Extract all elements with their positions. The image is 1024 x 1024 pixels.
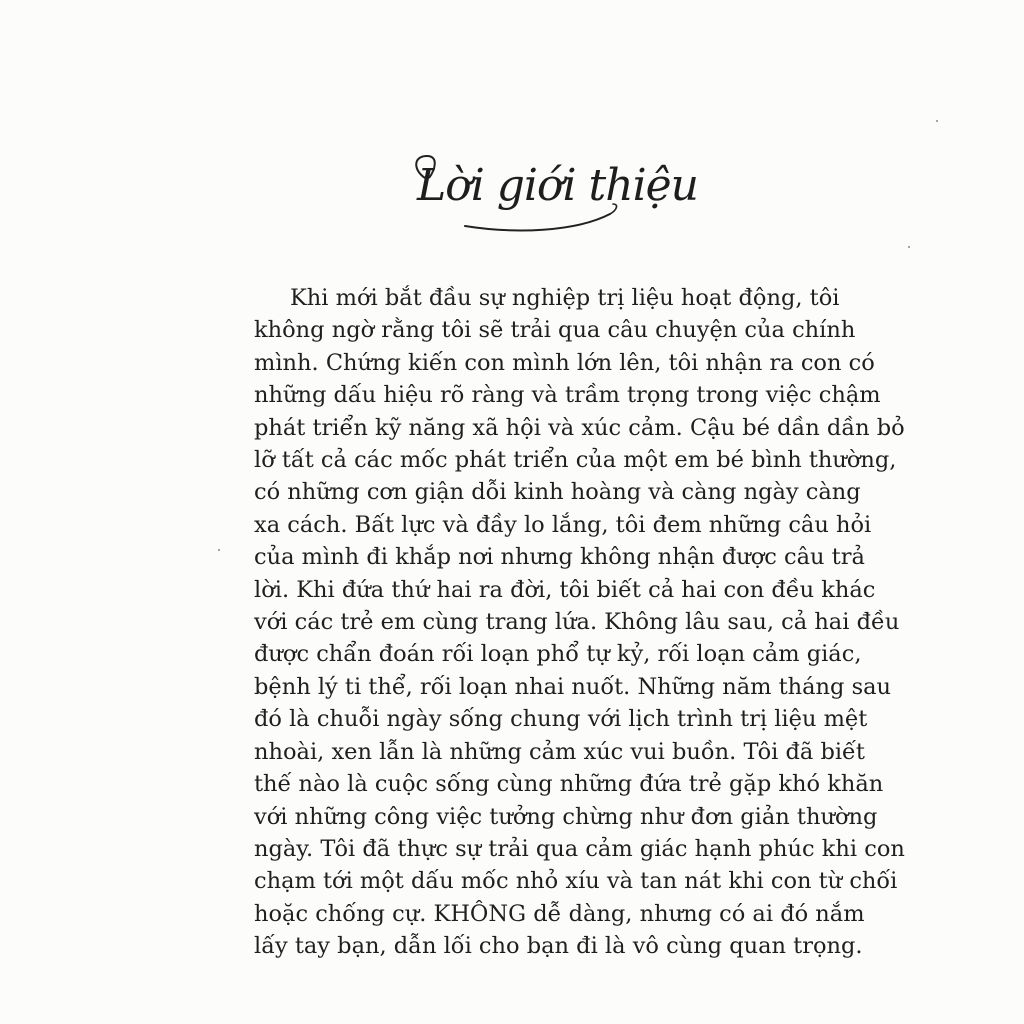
- chapter-title: Lời giới thiệu: [417, 160, 699, 211]
- text-line: xa cách. Bất lực và đầy lo lắng, tôi đem những câu hỏi: [254, 511, 872, 538]
- text-line: thế nào là cuộc sống cùng những đứa trẻ gặp khó khăn: [254, 771, 884, 798]
- body-paragraph: [254, 282, 905, 963]
- text-line: không ngờ rằng tôi sẽ trải qua câu chuyện của chính: [254, 317, 856, 344]
- text-line: lỡ tất cả các mốc phát triển của một em bé bình thường,: [254, 447, 897, 474]
- scan-speck: [936, 120, 938, 122]
- text-line: với những công việc tưởng chừng như đơn giản thường: [254, 803, 878, 830]
- text-line: bệnh lý ti thể, rối loạn nhai nuốt. Những năm tháng sau: [254, 673, 892, 700]
- text-line: ngày. Tôi đã thực sự trải qua cảm giác hạnh phúc khi con: [254, 835, 905, 862]
- text-line: có những cơn giận dỗi kinh hoàng và càng ngày càng: [254, 479, 861, 506]
- scan-speck: [218, 549, 220, 551]
- text-line: những dấu hiệu rõ ràng và trầm trọng trong việc chậm: [254, 382, 881, 409]
- text-line: chạm tới một dấu mốc nhỏ xíu và tan nát khi con từ chối: [254, 868, 898, 895]
- text-line: mình. Chứng kiến con mình lớn lên, tôi nhận ra con có: [254, 349, 875, 376]
- text-line: lấy tay bạn, dẫn lối cho bạn đi là vô cùng quan trọng.: [254, 933, 863, 960]
- text-line: với các trẻ em cùng trang lứa. Không lâu sau, cả hai đều: [254, 609, 900, 636]
- text-line: phát triển kỹ năng xã hội và xúc cảm. Cậu bé dần dần bỏ: [254, 414, 905, 441]
- text-line: hoặc chống cự. KHÔNG dễ dàng, nhưng có ai đó nắm: [254, 900, 865, 927]
- text-line: nhoài, xen lẫn là những cảm xúc vui buồn. Tôi đã biết: [254, 738, 865, 765]
- scan-speck: [908, 246, 910, 248]
- chapter-title-block: [405, 148, 699, 238]
- text-line: của mình đi khắp nơi nhưng không nhận được câu trả: [254, 544, 865, 571]
- text-line: được chẩn đoán rối loạn phổ tự kỷ, rối loạn cảm giác,: [254, 641, 862, 668]
- text-line: Khi mới bắt đầu sự nghiệp trị liệu hoạt động, tôi: [290, 285, 840, 311]
- text-line: lời. Khi đứa thứ hai ra đời, tôi biết cả hai con đều khác: [254, 576, 876, 603]
- text-line: đó là chuỗi ngày sống chung với lịch trình trị liệu mệt: [254, 706, 868, 733]
